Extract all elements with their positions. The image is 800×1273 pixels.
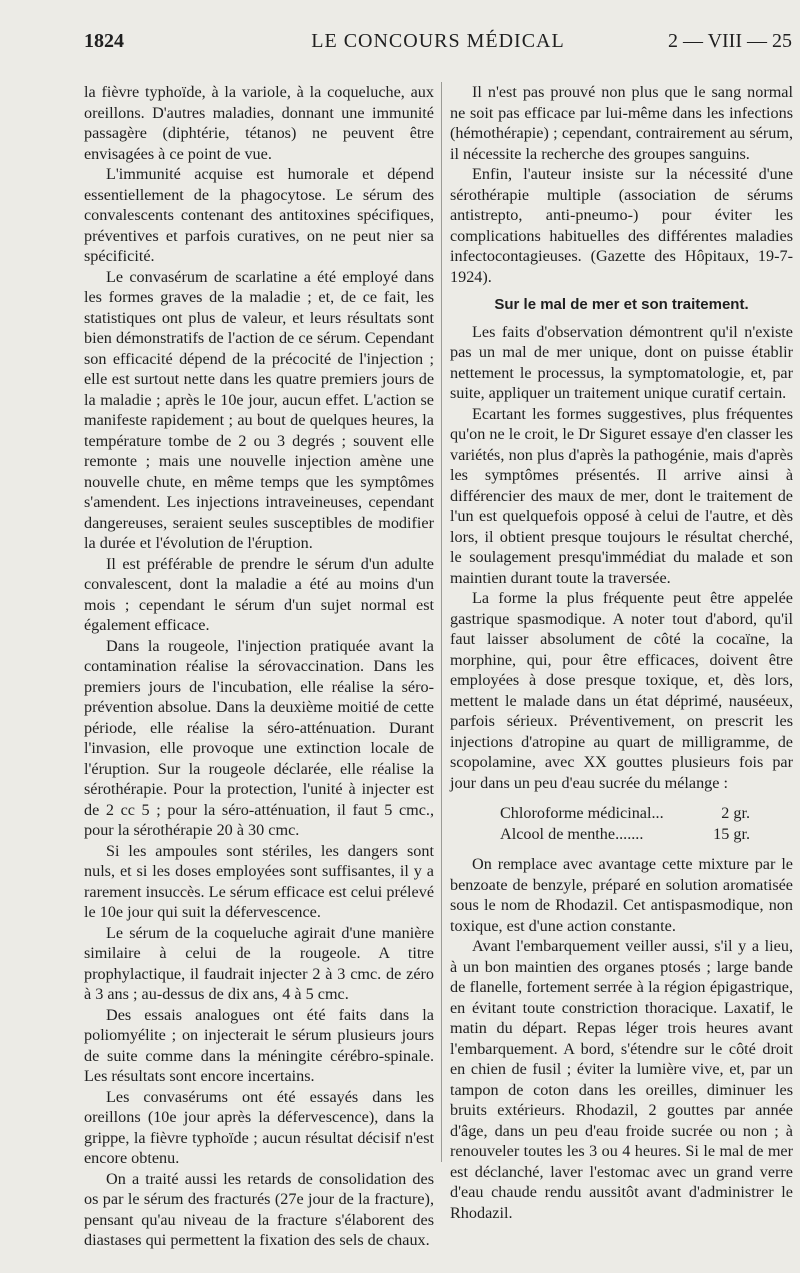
paragraph: Avant l'embarquement veiller aussi, s'il y a lieu, à un bon maintien des organes ptosés ; large bande de flanelle, fortement serrée à la région épigastrique, en évitant toute constriction thoracique. Laxatif, le matin du départ. Repas léger trois heures avant l'embarquement. A bord, s'étendre sur le côté droit en chien de fusil ; éviter la lumière vive, et, par un tampon de coton dans les oreilles, diminuer les bruits extérieurs. Rhodazil, 2 gouttes par année d'âge, dans un peu d'eau froide sucrée ou non ; à renouveler toutes les 3 ou 4 heures. Si le mal de mer est déclanché, laver l'estomac avec un grand verre d'eau chaude rendu aussitôt avant d'administrer le Rhodazil. (450, 937, 793, 1222)
recipe-block (500, 803, 750, 844)
paragraph: Ecartant les formes suggestives, plus fréquentes qu'on ne le croit, le Dr Siguret essaye d'en classer les variétés, non plus d'après la pathogénie, mais d'après les symptômes présentés. Il arrive ainsi à différencier des maux de mer, dont le traitement de l'un est quelquefois opposé à celui de l'autre, et dès lors, il obtient presque toujours le résultat cherché, le soulagement presqu'immédiat du malade et son maintien durant toute la traversée. (450, 404, 793, 587)
ingredient-dose: 15 gr. (713, 824, 750, 843)
paragraph: Il n'est pas prouvé non plus que le sang normal ne soit pas efficace par lui-même dans les infections (hémothérapie) ; cependant, contrairement au sérum, il nécessite la recherche des groupes sanguins. (450, 83, 793, 163)
paragraph: Enfin, l'auteur insiste sur la nécessité d'une sérothérapie multiple (association de sérums antistrepto, anti-pneumo-) pour éviter les complications habituelles des différentes maladies infectocontagieuses. (Gazette des Hôpitaux, 19-7-1924). (450, 165, 793, 286)
page-number: 1824 (84, 30, 124, 52)
paragraph: Le convasérum de scarlatine a été employé dans les formes graves de la maladie ; et, de ce fait, les statistiques ont plus de valeur, et leurs résultats sont bien démonstratifs de l'action de ce sérum. Cependant son efficacité dépend de la précocité de l'injection ; elle est surtout nette dans les quatre premiers jours de la maladie ; après le 10e jour, aucun effet. L'action se manifeste rapidement ; au bout de quelques heures, la température tombe de 2 ou 3 degrés ; souvent elle remonte ; mais une nouvelle injection amène une nouvelle chute, en même temps que les symptômes s'amendent. Les injections intraveineuses, cependant dangereuses, seraient seules susceptibles de modifier la durée et l'évolution de l'éruption. (84, 267, 434, 552)
column-divider (441, 82, 442, 1162)
left-column (84, 82, 434, 1251)
paragraph: Les convasérums ont été essayés dans les oreillons (10e jour après la défervescence), dans la grippe, la fièvre typhoïde ; aucun résultat décisif n'est encore obtenu. (84, 1087, 434, 1167)
section-heading: Sur le mal de mer et son traitement. (494, 296, 749, 313)
paragraph: Si les ampoules sont stériles, les dangers sont nuls, et si les doses employées sont suffisantes, il y a rarement insuccès. Le sérum efficace est celui prélevé le 10e jour qui suit la défervescence. (84, 841, 434, 921)
paragraph: L'immunité acquise est humorale et dépend essentiellement de la phagocytose. Le sérum des convalescents contenant des antitoxines spécifiques, préventives et parfois curatives, on ne peut nier sa spécificité. (84, 165, 434, 265)
page-header (84, 30, 792, 56)
journal-title: LE CONCOURS MÉDICAL (311, 30, 565, 52)
paragraph: On a traité aussi les retards de consolidation des os par le sérum des fracturés (27e jour de la fracture), pensant qu'au niveau de la fracture s'élaborent des diastases qui permettent la fixation des sels de chaux. (84, 1169, 434, 1249)
recipe-line (500, 824, 750, 845)
paragraph: Le sérum de la coqueluche agirait d'une manière similaire à celui de la rougeole. A titre prophylactique, il faudrait injecter 2 à 3 cmc. de zéro à 3 ans ; au-dessus de dix ans, 4 à 5 cmc. (84, 923, 434, 1003)
ingredient-name: Chloroforme médicinal... (500, 804, 664, 822)
paragraph: Il est préférable de prendre le sérum d'un adulte convalescent, dont la maladie a été au moins d'un mois ; cependant le sérum d'un sujet normal est également efficace. (84, 554, 434, 634)
ingredient-name: Alcool de menthe....... (500, 824, 644, 843)
paragraph: Des essais analogues ont été faits dans la poliomyélite ; on injecterait le sérum plusieurs jours de suite comme dans la méningite cérébro-spinale. Les résultats sont encore incertains. (84, 1005, 434, 1085)
paragraph: Dans la rougeole, l'injection pratiquée avant la contamination réalise la sérovaccination. Dans les premiers jours de l'incubation, elle réalise la séro-prévention absolue. Dans la deuxième moitié de cette période, elle réalise la séro-atténuation. Durant l'invasion, elle provoque une extinction locale de l'éruption. Sur la rougeole déclarée, elle réalise la sérothérapie. Pour la protection, l'unité à injecter est de 2 cc 5 ; pour la séro-atténuation, il faut 5 cmc., pour la sérothérapie 20 à 30 cmc. (84, 636, 434, 839)
paragraph: La forme la plus fréquente peut être appelée gastrique spasmodique. A noter tout d'abord, qu'il faut laisser absolument de côté la cocaïne, la morphine, qui, pour être efficaces, doivent être employées à dose presque toxique, et, dès lors, mettent le malade dans un état déprimé, nauséeux, parfois sérieux. Préventivement, on prescrit les injections d'atropine au quart de milligramme, de scopolamine, avec XX gouttes plusieurs fois par jour dans un peu d'eau sucrée du mélange : (450, 589, 793, 792)
right-column (450, 82, 793, 1223)
issue-date: 2 — VIII — 25 (667, 30, 792, 52)
paragraph: Les faits d'observation démontrent qu'il n'existe pas un mal de mer unique, dont on puisse établir nettement le processus, la symptomatologie, et, par suite, appliquer un traitement unique curatif certain. (450, 322, 793, 402)
recipe-line (500, 803, 750, 824)
ingredient-dose: 2 gr. (721, 804, 750, 822)
paragraph: la fièvre typhoïde, à la variole, à la coqueluche, aux oreillons. D'autres maladies, donnant une immunité passagère (diphtérie, tétanos) ne peuvent être envisagées à ce point de vue. (84, 83, 434, 163)
paragraph: On remplace avec avantage cette mixture par le benzoate de benzyle, préparé en solution aromatisée sous le nom de Rhodazil. Cet antispasmodique, non toxique, est d'une action constante. (450, 855, 793, 935)
